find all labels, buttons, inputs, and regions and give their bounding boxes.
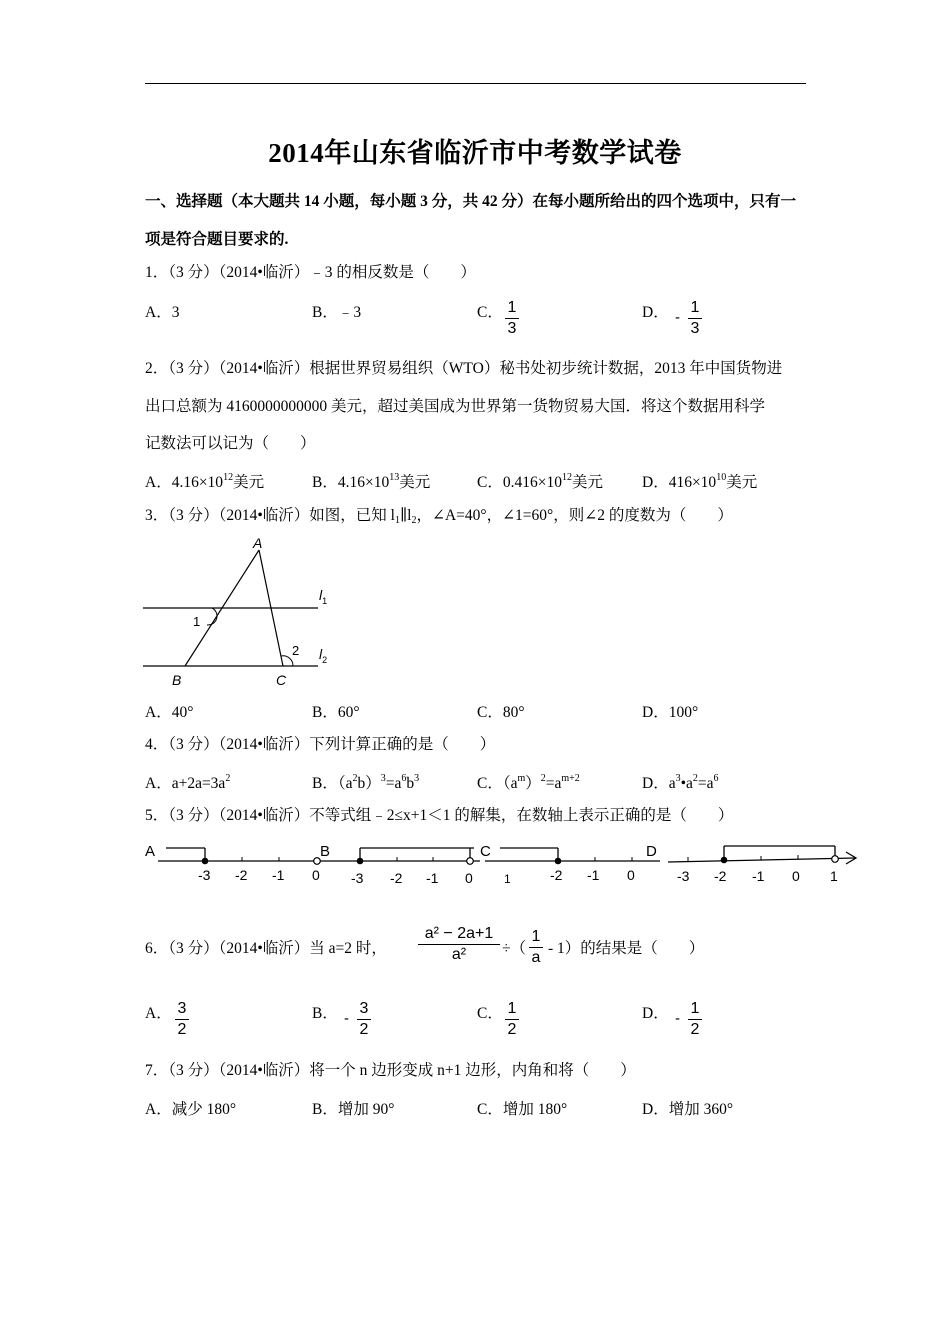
fraction-numerator: 1 — [507, 299, 517, 316]
fraction-numerator: 1 — [531, 928, 541, 945]
q1-option-d-sign: - — [675, 309, 680, 326]
q2-option-a: A．$4.16\times 10^{12}$美元 — [145, 472, 265, 491]
q3-option-c: C．80° — [477, 704, 525, 721]
q1-option-c-fraction — [505, 299, 519, 338]
q6-option-b-sign: - — [344, 1010, 349, 1027]
q5-label-c: C — [480, 843, 491, 860]
q2-option-c: C．$0.416\times 10^{12}$美元 — [477, 472, 603, 491]
fraction-denominator: a² — [451, 946, 467, 963]
label-l1: $l_1$ — [319, 587, 328, 606]
section-heading-line1: 一、选择题（本大题共 14 小题，每小题 3 分，共 42 分）在每小题所给出的四个选项中，只有一 — [145, 193, 797, 210]
angle-1-arc — [207, 608, 217, 625]
q2-option-d: D．$416\times 10^{10}$美元 — [642, 472, 758, 491]
q7-option-a: A．减少 180° — [145, 1101, 237, 1118]
q6-option-a-fraction — [175, 1000, 189, 1039]
fraction-denominator: 2 — [690, 1021, 700, 1038]
q6-divide: ÷（ — [502, 940, 527, 957]
tick-label: 0 — [312, 867, 320, 883]
tick-label: 0 — [465, 870, 473, 886]
q3-option-b: B．60° — [312, 704, 360, 721]
page-title: 2014年山东省临沂市中考数学试卷 — [268, 138, 682, 168]
q2-stem-line1: 2．（3 分）（2014•临沂）根据世界贸易组织（WTO）秘书处初步统计数据，2013 年中国货物进 — [145, 360, 783, 377]
tick-label: 0 — [627, 867, 635, 883]
q6-option-d-fraction — [688, 1000, 702, 1039]
label-angle-2: 2 — [292, 643, 300, 658]
q7-option-c: C．增加 180° — [477, 1101, 568, 1118]
fraction-denominator: 3 — [507, 320, 517, 337]
q4-option-b: B．$(a^2b)^3=a^6b^3$ — [312, 773, 420, 792]
tick-label: -2 — [235, 867, 248, 883]
label-b: B — [172, 672, 182, 688]
tick-label: -1 — [272, 867, 285, 883]
q1-option-c-label: C． — [477, 304, 503, 321]
fraction-denominator: 2 — [177, 1021, 187, 1038]
fraction-numerator: 3 — [359, 1000, 369, 1017]
tick-label: -3 — [677, 868, 690, 884]
fraction-denominator: a — [531, 949, 541, 966]
fraction-numerator: 1 — [690, 1000, 700, 1017]
fraction-numerator: 1 — [690, 299, 700, 316]
q1-stem: 1．（3 分）（2014•临沂）﹣3 的相反数是（ ） — [145, 264, 476, 281]
q2-option-b: B．$4.16\times 10^{13}$美元 — [312, 472, 431, 491]
section-heading-line2: 项是符合题目要求的. — [145, 231, 289, 248]
q5-label-d: D — [646, 843, 657, 860]
q4-option-d: D．$a^3•a^2=a^6$ — [642, 773, 719, 792]
q7-stem: 7．（3 分）（2014•临沂）将一个 n 边形变成 n+1 边形，内角和将（ ） — [145, 1062, 636, 1079]
q1-option-d-fraction — [688, 299, 702, 338]
q5-label-a: A — [145, 843, 156, 860]
q7-option-d: D．增加 360° — [642, 1101, 734, 1118]
tick-label: -1 — [752, 868, 765, 884]
q5-axis-d — [668, 846, 856, 884]
fraction-denominator: 2 — [359, 1021, 369, 1038]
q5-axis-a — [158, 848, 340, 883]
q5-number-lines — [140, 838, 865, 900]
label-angle-1: 1 — [193, 614, 201, 629]
q2-stem-line3: 记数法可以记为（ ） — [145, 435, 316, 452]
q4-option-a: A．$a+2a=3a^2$ — [145, 773, 231, 792]
q3-stem: 3．（3 分）（2014•临沂）如图，已知 l1∥l2，∠A=40°，∠1=60°，则∠2 的度数为（ ） — [145, 507, 733, 526]
q6-option-b-fraction — [357, 1000, 371, 1039]
tick-label: 1 — [504, 872, 511, 886]
q6-expression-fraction — [418, 925, 500, 964]
tick-label: -1 — [426, 870, 439, 886]
tick-label: -2 — [550, 867, 563, 883]
q2-stem-line2: 出口总额为 4160000000000 美元，超过美国成为世界第一货物贸易大国．将这个数据用科学 — [145, 398, 766, 415]
q6-option-d-label: D． — [642, 1005, 669, 1022]
q4-option-c: C．$(a^m)^2=a^{m+2}$ — [477, 773, 580, 792]
q6-option-a-label: A． — [145, 1005, 172, 1022]
q4-stem: 4．（3 分）（2014•临沂）下列计算正确的是（ ） — [145, 736, 496, 753]
fraction-numerator: 3 — [177, 1000, 187, 1017]
tick-label: -3 — [198, 867, 211, 883]
label-l2: $l_2$ — [319, 646, 328, 665]
q7-option-b: B．增加 90° — [312, 1101, 395, 1118]
tick-label: 0 — [792, 868, 800, 884]
fraction-numerator: a² − 2a+1 — [424, 925, 494, 942]
fraction-denominator: 2 — [507, 1021, 517, 1038]
label-a: A — [253, 535, 263, 551]
q6-inner-fraction — [529, 928, 543, 967]
q1-option-a: A．3 — [145, 304, 180, 321]
q6-stem-prefix: 6．（3 分）（2014•临沂）当 a=2 时， — [145, 940, 387, 957]
q6-option-d-sign: - — [675, 1010, 680, 1027]
tick-label: 1 — [830, 868, 838, 884]
q6-option-c-label: C． — [477, 1005, 503, 1022]
tick-label: -3 — [351, 870, 364, 886]
q1-option-d-label: D． — [642, 304, 669, 321]
q3-triangle-figure — [140, 532, 350, 692]
fraction-denominator: 3 — [690, 320, 700, 337]
q3-option-d: D．100° — [642, 704, 699, 721]
q5-label-b: B — [320, 843, 331, 860]
q1-option-b: B．﹣3 — [312, 304, 362, 321]
label-c: C — [276, 672, 287, 688]
q3-option-a: A．40° — [145, 704, 194, 721]
q5-axis-c — [485, 848, 660, 886]
header-rule — [145, 83, 806, 84]
tick-label: -1 — [587, 867, 600, 883]
q6-stem-suffix: - 1）的结果是（ ） — [548, 940, 705, 957]
tick-label: -2 — [714, 868, 727, 884]
tick-label: -2 — [390, 870, 403, 886]
q6-option-c-fraction — [505, 1000, 519, 1039]
q5-stem: 5．（3 分）（2014•临沂）不等式组﹣2≤x+1＜1 的解集，在数轴上表示正确的是（ ） — [145, 807, 734, 824]
fraction-numerator: 1 — [507, 1000, 517, 1017]
q5-axis-b — [340, 848, 480, 886]
q6-option-b-label: B． — [312, 1005, 338, 1022]
